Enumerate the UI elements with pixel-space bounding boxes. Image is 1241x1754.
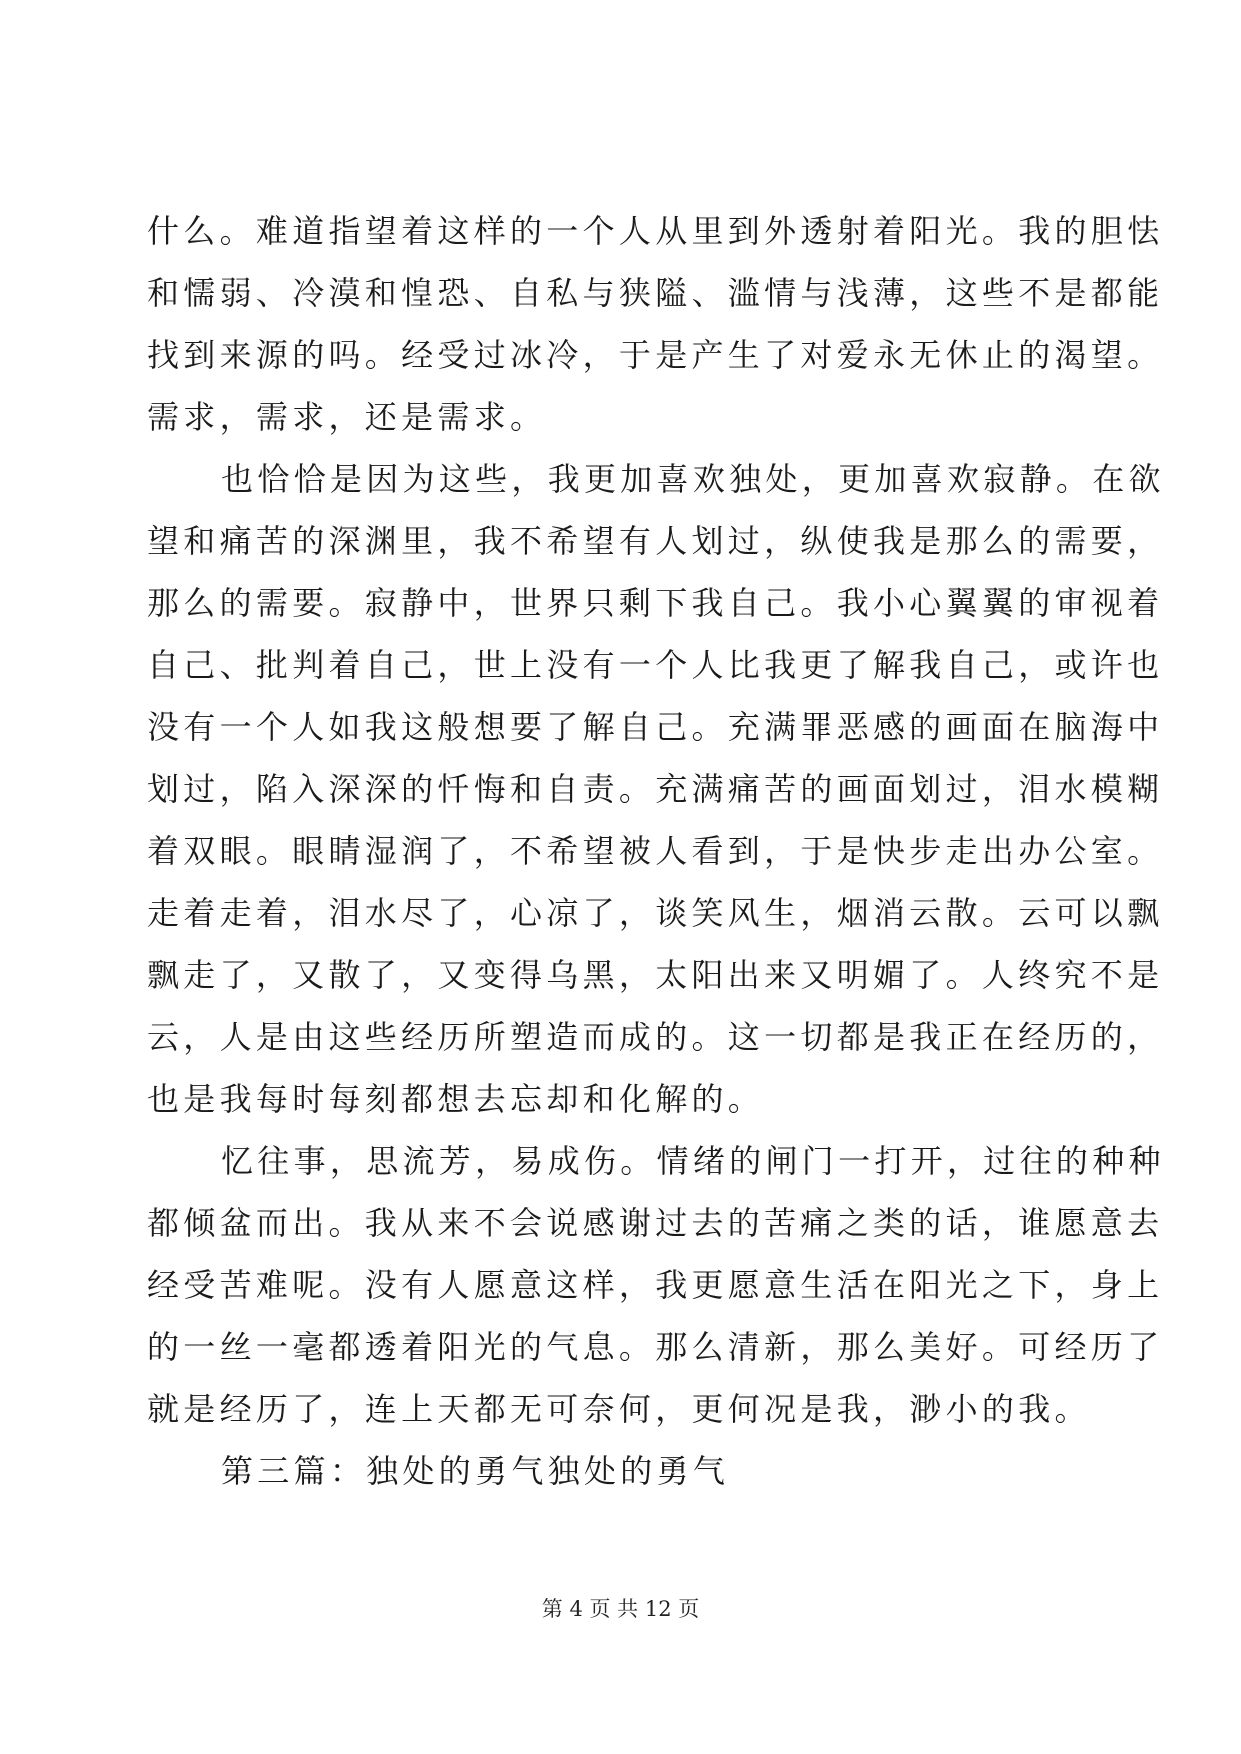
text-line: 找到来源的吗。经受过冰冷，于是产生了对爱永无休止的渴望。 <box>147 336 1164 374</box>
section-heading: 第三篇：独处的勇气独处的勇气 <box>221 1452 730 1490</box>
text-line: 就是经历了，连上天都无可奈何，更何况是我，渺小的我。 <box>147 1390 1091 1428</box>
text-line: 都倾盆而出。我从来不会说感谢过去的苦痛之类的话，谁愿意去 <box>147 1204 1164 1242</box>
text-line: 和懦弱、冷漠和惶恐、自私与狭隘、滥情与浅薄，这些不是都能 <box>147 274 1164 312</box>
text-line: 没有一个人如我这般想要了解自己。充满罪恶感的画面在脑海中 <box>147 708 1164 746</box>
text-line: 走着走着，泪水尽了，心凉了，谈笑风生，烟消云散。云可以飘 <box>147 894 1164 932</box>
text-line: 什么。难道指望着这样的一个人从里到外透射着阳光。我的胆怯 <box>147 212 1164 250</box>
text-line: 划过，陷入深深的忏悔和自责。充满痛苦的画面划过，泪水模糊 <box>147 770 1164 808</box>
page-footer: 第 4 页 共 12 页 <box>541 1597 700 1621</box>
text-line: 自己、批判着自己，世上没有一个人比我更了解我自己，或许也 <box>147 646 1164 684</box>
text-line: 那么的需要。寂静中，世界只剩下我自己。我小心翼翼的审视着 <box>147 584 1164 622</box>
paragraph-start: 也恰恰是因为这些，我更加喜欢独处，更加喜欢寂静。在欲 <box>221 460 1165 498</box>
text-line: 的一丝一毫都透着阳光的气息。那么清新，那么美好。可经历了 <box>147 1328 1164 1366</box>
text-line: 需求，需求，还是需求。 <box>147 398 547 436</box>
text-line: 着双眼。眼睛湿润了，不希望被人看到，于是快步走出办公室。 <box>147 832 1164 870</box>
text-line: 也是我每时每刻都想去忘却和化解的。 <box>147 1080 765 1118</box>
text-line: 云，人是由这些经历所塑造而成的。这一切都是我正在经历的， <box>147 1018 1164 1056</box>
paragraph-start: 忆往事，思流芳，易成伤。情绪的闸门一打开，过往的种种 <box>221 1142 1165 1180</box>
text-line: 经受苦难呢。没有人愿意这样，我更愿意生活在阳光之下，身上 <box>147 1266 1164 1304</box>
text-line: 飘走了，又散了，又变得乌黑，太阳出来又明媚了。人终究不是 <box>147 956 1164 994</box>
text-line: 望和痛苦的深渊里，我不希望有人划过，纵使我是那么的需要， <box>147 522 1164 560</box>
